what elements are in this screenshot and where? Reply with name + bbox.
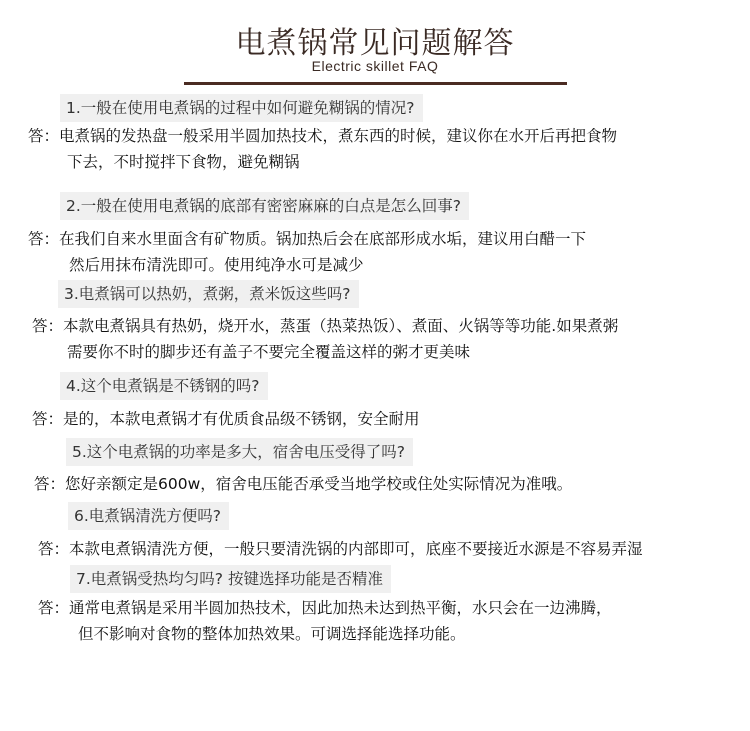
faq-answer-3 <box>32 313 618 365</box>
answer-line: 然后用抹布清洗即可。使用纯净水可是减少 <box>69 256 364 274</box>
answer-line: 电煮锅的发热盘一般采用半圆加热技术，煮东西的时候，建议你在水开后再把食物 <box>59 127 618 145</box>
answer-label: 答： <box>38 540 70 558</box>
faq-question-1: 1.一般在使用电煮锅的过程中如何避免糊锅的情况? <box>60 94 423 122</box>
answer-line: 通常电煮锅是采用半圆加热技术，因此加热未达到热平衡，水只会在一边沸腾， <box>69 599 612 617</box>
faq-question-4: 4.这个电煮锅是不锈钢的吗? <box>60 372 268 400</box>
answer-label: 答： <box>34 475 66 493</box>
answer-label: 答： <box>32 410 64 428</box>
faq-answer-4 <box>32 406 420 432</box>
faq-question-2: 2.一般在使用电煮锅的底部有密密麻麻的白点是怎么回事? <box>60 192 469 220</box>
page-title: 电煮锅常见问题解答 <box>235 26 515 61</box>
faq-question-3: 3.电煮锅可以热奶，煮粥，煮米饭这些吗? <box>58 280 359 308</box>
answer-line: 本款电煮锅清洗方便，一般只要清洗锅的内部即可，底座不要接近水源是不容易弄湿 <box>69 540 643 558</box>
faq-question-6: 6.电煮锅清洗方便吗? <box>68 502 229 530</box>
answer-line: 需要你不时的脚步还有盖子不要完全覆盖这样的粥才更美味 <box>67 343 471 361</box>
title-divider <box>184 82 567 85</box>
answer-label: 答： <box>38 599 70 617</box>
faq-answer-2 <box>28 226 586 278</box>
answer-line: 但不影响对食物的整体加热效果。可调选择能选择功能。 <box>78 625 466 643</box>
answer-line: 在我们自来水里面含有矿物质。锅加热后会在底部形成水垢，建议用白醋一下 <box>59 230 587 248</box>
faq-answer-7 <box>38 595 612 647</box>
faq-answer-5 <box>34 471 572 497</box>
answer-line: 是的，本款电煮锅才有优质食品级不锈钢，安全耐用 <box>63 410 420 428</box>
answer-line: 本款电煮锅具有热奶，烧开水，蒸蛋（热菜热饭）、煮面、火锅等等功能.如果煮粥 <box>63 317 619 335</box>
faq-answer-1 <box>28 123 617 175</box>
faq-answer-6 <box>38 536 643 562</box>
page-subtitle: Electric skillet FAQ <box>311 58 439 74</box>
answer-label: 答： <box>28 230 60 248</box>
faq-question-5: 5.这个电煮锅的功率是多大，宿舍电压受得了吗? <box>66 438 413 466</box>
answer-label: 答： <box>32 317 64 335</box>
answer-label: 答： <box>28 127 60 145</box>
answer-line: 下去，不时搅拌下食物，避免糊锅 <box>67 153 300 171</box>
faq-question-7: 7.电煮锅受热均匀吗? 按键选择功能是否精准 <box>70 565 391 593</box>
answer-line: 您好亲额定是600w，宿舍电压能否承受当地学校或住处实际情况为准哦。 <box>65 475 573 493</box>
